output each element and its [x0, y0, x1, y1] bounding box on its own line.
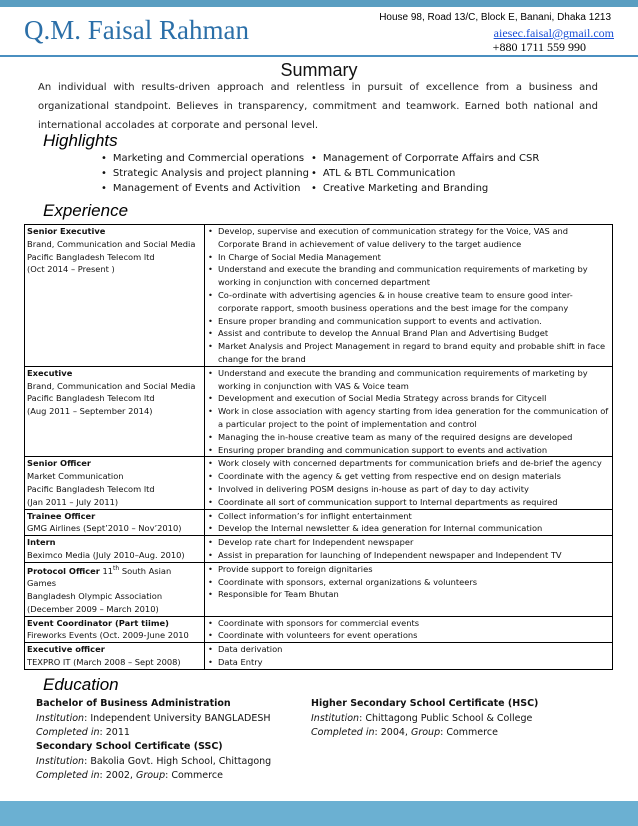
job-detail: TEXPRO IT (March 2008 – Sept 2008)	[27, 657, 181, 668]
job-info	[25, 643, 205, 670]
table-row	[25, 457, 613, 509]
job-duties	[205, 225, 613, 367]
job-info	[25, 457, 205, 509]
job-info	[25, 366, 205, 457]
job-role: Protocol Officer	[27, 565, 100, 576]
duty-item: • Work in close association with agency starting from idea generation for the communication of a particular project to the point of implementation and control	[207, 405, 610, 431]
job-role-sup: th	[113, 564, 120, 572]
edu-bachelor	[36, 697, 271, 741]
duty-item: • Coordinate with volunteers for event operations	[207, 629, 610, 642]
highlights-list-left	[101, 151, 309, 196]
job-role: Senior Officer	[27, 458, 91, 469]
degree-title: Bachelor of Business Administration	[36, 698, 231, 709]
job-detail: Bangladesh Olympic Association	[27, 591, 163, 602]
highlights-heading: Highlights	[43, 131, 118, 150]
phone-number: +880 1711 559 990	[492, 40, 586, 54]
job-detail: Pacific Bangladesh Telecom ltd	[27, 251, 155, 262]
job-role: Event Coordinator (Part tiime)	[27, 617, 169, 628]
job-period: (Oct 2014 – Present )	[27, 264, 115, 275]
job-info	[25, 225, 205, 367]
job-duties	[205, 562, 613, 616]
duty-item: • Coordinate with the agency & get vetting from respective end on design materials	[207, 470, 610, 483]
education-heading: Education	[43, 675, 119, 694]
highlight-item: • ATL & BTL Communication	[311, 166, 539, 181]
duty-item: • Market Analysis and Project Management in regard to brand equity and probable shift in face change for the brand	[207, 340, 610, 366]
job-role-number: 11	[102, 565, 114, 576]
email-link[interactable]: aiesec.faisal@gmail.com	[493, 26, 614, 40]
duty-item: • Responsible for Team Bhutan	[207, 588, 610, 601]
top-accent-bar	[0, 0, 638, 7]
job-detail: Pacific Bangladesh Telecom ltd	[27, 393, 155, 404]
duty-item: • In Charge of Social Media Management	[207, 251, 610, 264]
degree-completed: Completed in: 2011	[36, 727, 130, 738]
degree-institution: Institution: Bakolia Govt. High School, Chittagong	[36, 755, 272, 767]
job-info	[25, 562, 205, 616]
job-role-event: South Asian Games	[27, 565, 172, 589]
highlight-item: • Management of Corporrate Affairs and CSR	[311, 151, 539, 166]
summary-text: An individual with results-driven approach and relentless in pursuit of excellence from a business and organizational standpoint. Believes in transparency, commitment and teamwork. Earned both national and international accolades at corporate and personal level.	[38, 82, 598, 131]
edu-ssc	[36, 740, 271, 784]
duty-item: • Coordinate with sponsors, external organizations & volunteers	[207, 576, 610, 589]
degree-completed: Completed in: 2004, Group: Commerce	[311, 727, 498, 738]
degree-completed: Completed in: 2002, Group: Commerce	[36, 770, 223, 781]
job-duties	[205, 616, 613, 643]
table-row	[25, 225, 613, 367]
degree-title: Higher Secondary School Certificate (HSC)	[311, 698, 539, 709]
highlight-item: • Marketing and Commercial operations	[101, 151, 309, 166]
duty-item: • Ensuring proper branding and communication support to events and activation	[207, 444, 610, 457]
job-period: (December 2009 – March 2010)	[27, 603, 159, 614]
job-role: Senior Executive	[27, 226, 106, 236]
duty-item: • Develop, supervise and execution of communication strategy for the Voice, VAS and Corporate Brand in achievement of value delivery to the target audience	[207, 225, 610, 251]
job-role: Executive officer	[27, 644, 105, 655]
job-info	[25, 536, 205, 563]
job-duties	[205, 643, 613, 670]
duty-item: • Work closely with concerned departments for communication briefs and de-brief the agency	[207, 457, 610, 470]
degree-institution: Institution: Chittagong Public School & College	[311, 712, 533, 724]
experience-heading: Experience	[43, 201, 129, 220]
table-row	[25, 509, 613, 536]
job-detail: Brand, Communication and Social Media	[27, 238, 196, 249]
table-row	[25, 616, 613, 643]
table-row	[25, 562, 613, 616]
duty-item: • Ensure proper branding and communication support to events and activation.	[207, 315, 610, 328]
duty-item: • Provide support to foreign dignitaries	[207, 563, 610, 576]
duty-item: • Develop the Internal newsletter & idea generation for Internal communication	[207, 522, 610, 535]
job-period: (Jan 2011 – July 2011)	[27, 496, 119, 507]
table-row	[25, 366, 613, 457]
summary-heading: Summary	[280, 60, 358, 80]
duty-item: • Data Entry	[207, 656, 610, 669]
degree-title: Secondary School Certificate (SSC)	[36, 741, 223, 752]
duty-item: • Assist and contribute to develop the Annual Brand Plan and Advertising Budget	[207, 327, 610, 340]
duty-item: • Develop rate chart for Independent newspaper	[207, 536, 610, 549]
duty-item: • Data derivation	[207, 643, 610, 656]
highlight-item: • Creative Marketing and Branding	[311, 181, 539, 196]
duty-item: • Managing the in-house creative team as many of the required designs are developed	[207, 431, 610, 444]
table-row	[25, 643, 613, 670]
edu-hsc	[311, 697, 538, 741]
job-info	[25, 616, 205, 643]
job-detail: GMG Airlines (Sept’2010 – Nov’2010)	[27, 523, 182, 534]
candidate-name: Q.M. Faisal Rahman	[24, 15, 249, 45]
duty-item: • Collect information’s for inflight entertainment	[207, 510, 610, 523]
job-detail: Pacific Bangladesh Telecom ltd	[27, 483, 155, 494]
duty-item: • Development and execution of Social Media Strategy across brands for Citycell	[207, 392, 610, 405]
duty-item: • Co-ordinate with advertising agencies & in house creative team to ensure good inter-corporate rapport, smooth business operations and the best image for the company	[207, 289, 610, 315]
bottom-accent-bar	[0, 801, 638, 826]
job-role: Trainee Officer	[27, 510, 96, 521]
job-role: Intern	[27, 537, 56, 548]
job-info	[25, 509, 205, 536]
job-period: (Aug 2011 – September 2014)	[27, 406, 153, 417]
highlight-item: • Strategic Analysis and project planning	[101, 166, 309, 181]
job-detail: Beximco Media (July 2010–Aug. 2010)	[27, 549, 185, 560]
header-divider	[0, 55, 638, 57]
duty-item: • Coordinate with sponsors for commercial events	[207, 617, 610, 630]
job-detail: Fireworks Events (Oct. 2009-June 2010	[27, 630, 189, 641]
job-role: Executive	[27, 367, 73, 378]
degree-institution: Institution: Independent University BANGLADESH	[36, 712, 271, 724]
job-duties	[205, 536, 613, 563]
job-duties	[205, 509, 613, 536]
duty-item: • Assist in preparation for launching of Independent newspaper and Independent TV	[207, 549, 610, 562]
job-detail: Brand, Communication and Social Media	[27, 380, 196, 391]
duty-item: • Involved in delivering POSM designs in-house as part of day to day activity	[207, 483, 610, 496]
table-row	[25, 536, 613, 563]
highlight-item: • Management of Events and Activition	[101, 181, 309, 196]
highlights-list-right	[311, 151, 539, 196]
job-role-line	[27, 563, 202, 590]
job-duties	[205, 457, 613, 509]
duty-item: • Coordinate all sort of communication support to Internal departments as required	[207, 496, 610, 509]
job-detail: Market Communication	[27, 471, 124, 482]
duty-item: • Understand and execute the branding and communication requirements of marketing by working in conjunction with VAS & Voice team	[207, 367, 610, 393]
experience-table	[24, 224, 613, 670]
duty-item: • Understand and execute the branding and communication requirements of marketing by working in conjunction with concerned department	[207, 263, 610, 289]
job-duties	[205, 366, 613, 457]
address: House 98, Road 13/C, Block E, Banani, Dhaka 1213	[379, 12, 611, 23]
